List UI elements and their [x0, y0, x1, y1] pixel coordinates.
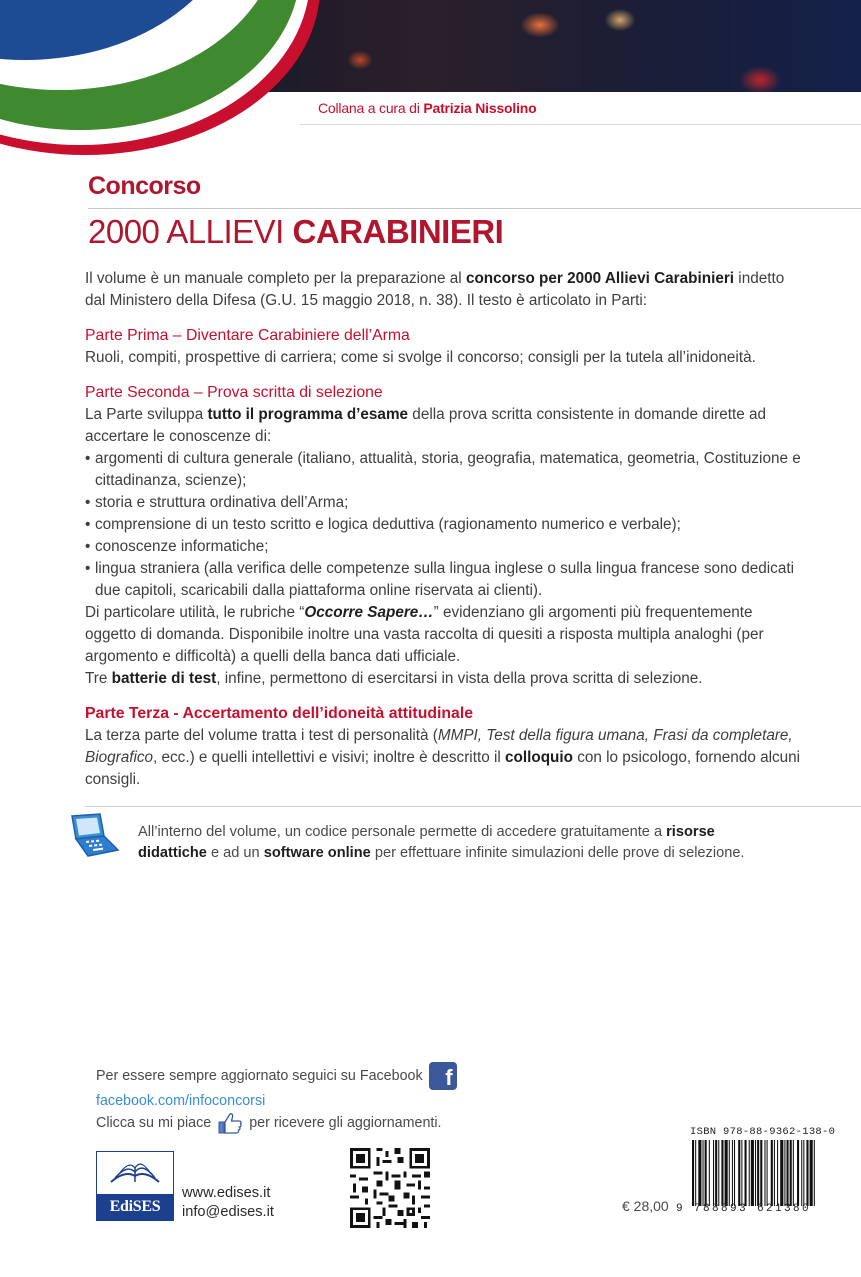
ps-text-1: La Parte sviluppa	[85, 406, 208, 423]
email-link[interactable]: info@edises.it	[182, 1204, 274, 1220]
online-text-1: All’interno del volume, un codice personale permette di accedere gratuitamente a	[138, 824, 667, 840]
thumbs-up-icon[interactable]	[217, 1112, 243, 1134]
series-label: Collana a cura di	[318, 100, 420, 116]
list-item: • conoscenze informatiche;	[85, 536, 805, 558]
parte-terza-title: Parte Terza - Accertamento dell’idoneità attitudinale	[85, 705, 473, 722]
list-item: • storia e struttura ordinativa dell’Arma;	[85, 492, 805, 514]
online-text-3: per effettuare infinite simulazioni delle prove di selezione.	[370, 845, 745, 861]
bt-bold: batterie di test	[111, 670, 217, 687]
book-logo-icon	[97, 1152, 173, 1192]
website-link[interactable]: www.edises.it	[182, 1185, 271, 1201]
qr-code[interactable]	[347, 1145, 433, 1231]
description	[85, 268, 805, 791]
intro-paragraph	[85, 268, 805, 312]
pt-bold: colloquio	[505, 749, 573, 766]
intro-text-2: indetto dal Ministero della Difesa (G.U. 15 maggio 2018, n. 38). Il testo è articolato in Parti:	[85, 270, 785, 309]
parte-terza-text	[85, 725, 805, 791]
pt-italic: MMPI, Test della figura umana, Frasi da completare, Biografico	[85, 727, 793, 766]
cover-header	[0, 0, 861, 160]
pt-text-1: La terza parte del volume tratta i test di personalità (	[85, 727, 438, 744]
list-item: • argomenti di cultura generale (italiano, attualità, storia, geografia, matematica, geometria, Costituzione e cittadinanza, scienze);	[85, 448, 805, 492]
os-bold-italic: Occorre Sapere…	[304, 604, 434, 621]
edises-logo	[96, 1151, 174, 1221]
parte-seconda-intro	[85, 404, 805, 448]
ps-text-2: della prova scritta consistente in domande dirette ad accertare le conoscenze di:	[85, 406, 767, 445]
like-text-1: Clicca su mi piace	[96, 1115, 212, 1131]
barcode	[690, 1140, 852, 1206]
ps-bold-1: tutto il programma d’esame	[207, 406, 409, 423]
parte-seconda-title: Parte Seconda – Prova scritta di selezione	[85, 384, 383, 401]
parte-prima-title: Parte Prima – Diventare Carabiniere dell’Arma	[85, 327, 410, 344]
barcode-digits: 9 788893 621380	[676, 1203, 812, 1215]
topic-list	[85, 448, 805, 602]
os-text-1: Di particolare utilità, le rubriche “	[85, 604, 305, 621]
online-resources-text	[138, 822, 778, 864]
online-divider	[85, 806, 861, 807]
facebook-line-3	[96, 1112, 457, 1134]
occorre-sapere-paragraph	[85, 602, 805, 668]
list-item: • lingua straniera (alla verifica delle competenze sulla lingua inglese o sulla lingua francese sono dedicati due capitoli, scaricabili dalla piattaforma online riservata ai clienti).	[85, 558, 805, 602]
intro-bold: concorso per 2000 Allievi Carabinieri	[465, 270, 735, 287]
title-kicker: Concorso	[88, 172, 201, 200]
laptop-icon	[64, 812, 120, 858]
pt-text-3: con lo psicologo, fornendo alcuni consigli.	[85, 749, 801, 788]
book-title-bold: CARABINIERI	[292, 213, 504, 250]
bt-text-1: Tre	[85, 670, 112, 687]
facebook-block	[96, 1062, 457, 1134]
header-divider	[300, 124, 861, 125]
book-title	[88, 213, 503, 251]
publisher-contacts	[182, 1184, 274, 1222]
book-title-regular: 2000 ALLIEVI	[88, 213, 293, 250]
parte-prima-text: Ruoli, compiti, prospettive di carriera; come si svolge il concorso; consigli per la tutela all’inidoneità.	[85, 349, 756, 366]
series-editor-name: Patrizia Nissolino	[423, 100, 537, 116]
online-text-2: e ad un	[206, 845, 264, 861]
like-text-2: per ricevere gli aggiornamenti.	[249, 1115, 442, 1131]
series-editor	[318, 100, 536, 116]
pt-text-2: , ecc.) e quelli intellettivi e visivi; inoltre è descritto il	[153, 749, 505, 766]
title-divider	[88, 208, 861, 209]
facebook-line-1	[96, 1062, 457, 1090]
price: € 28,00	[622, 1198, 669, 1214]
facebook-icon[interactable]: f	[429, 1062, 457, 1090]
online-bold-2: software online	[263, 845, 371, 861]
logo-wordmark: EdiSES	[97, 1194, 173, 1220]
facebook-link[interactable]: facebook.com/infoconcorsi	[96, 1093, 266, 1109]
online-bold-1: risorse didattiche	[138, 824, 715, 861]
os-text-2: ” evidenziano gli argomenti più frequentemente oggetto di domanda. Disponibile inoltre una vasta raccolta di quesiti a risposta multipla analoghi (per argomento e difficoltà) a quelli della banca dati ufficiale.	[85, 604, 764, 665]
intro-text-1: Il volume è un manuale completo per la preparazione al	[85, 270, 466, 287]
batterie-paragraph	[85, 668, 805, 690]
list-item: • comprensione di un testo scritto e logica deduttiva (ragionamento numerico e verbale);	[85, 514, 805, 536]
facebook-follow-text: Per essere sempre aggiornato seguici su Facebook	[96, 1068, 423, 1084]
bt-text-2: , infine, permettono di esercitarsi in vista della prova scritta di selezione.	[216, 670, 703, 687]
isbn-label: ISBN 978-88-9362-138-0	[690, 1126, 836, 1138]
header-photo	[240, 0, 861, 92]
